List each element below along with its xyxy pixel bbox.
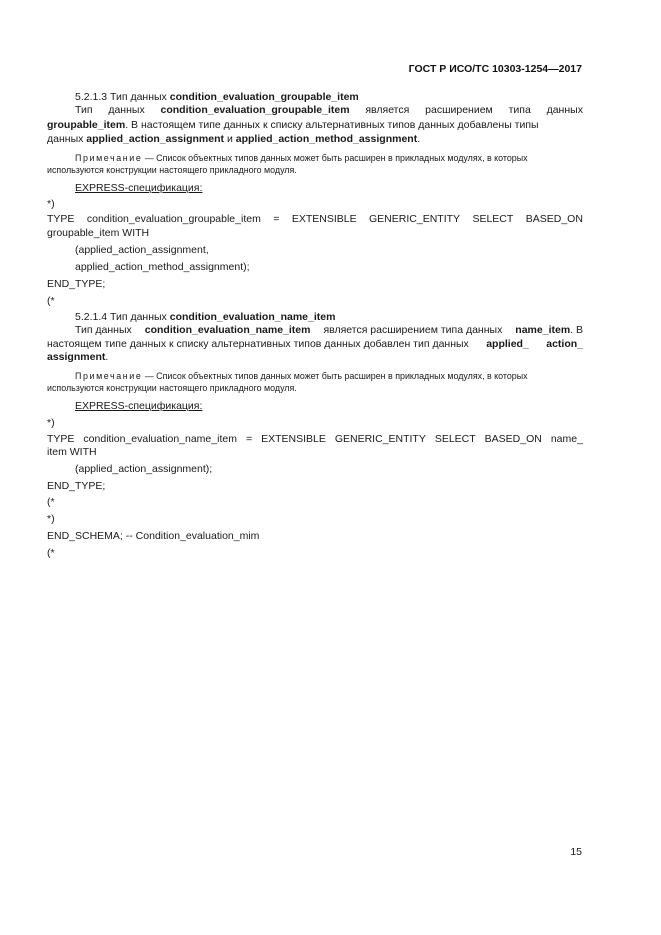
code-token: BASED_ON: [525, 213, 583, 225]
code-token: EXTENSIBLE: [261, 433, 326, 445]
type-name: assignment: [47, 351, 106, 363]
code-line: item WITH: [47, 446, 97, 458]
paragraph-text: настоящем типе данных к списку альтернативных типов данных добавлен тип данных: [47, 338, 469, 350]
code-token: TYPE: [47, 213, 75, 225]
note: [47, 382, 297, 395]
paragraph-line: [75, 104, 583, 117]
express-spec-label: EXPRESS-спецификация:: [75, 400, 203, 412]
code-token: BASED_ON: [484, 433, 542, 445]
code-line: *): [47, 198, 55, 210]
code-line: groupable_item WITH: [47, 227, 150, 239]
code-line: END_TYPE;: [47, 480, 106, 492]
paragraph-line: [47, 119, 539, 132]
note-label: Примечание: [75, 153, 143, 163]
code-line: applied_action_method_assignment);: [75, 261, 250, 273]
note-text: используются конструкции настоящего прикладного модуля.: [47, 165, 297, 175]
express-spec-label: EXPRESS-спецификация:: [75, 182, 203, 194]
type-name: applied_action_method_assignment: [235, 133, 418, 145]
word: данных: [108, 104, 145, 116]
express-label: [75, 400, 202, 413]
code-line: *): [47, 513, 55, 525]
code-token: SELECT: [472, 213, 514, 225]
type-name: name_item: [515, 324, 571, 336]
paragraph-text: . В: [570, 324, 583, 336]
word: Тип: [75, 104, 93, 116]
section-heading-5-2-1-3: [75, 91, 359, 104]
code-line: (*: [47, 295, 55, 307]
code-line: (applied_action_assignment,: [75, 244, 209, 256]
word: данных: [546, 104, 583, 116]
note-label: Примечание: [75, 371, 143, 381]
code-token: EXTENSIBLE: [291, 213, 357, 225]
code-token: GENERIC_ENTITY: [334, 433, 426, 445]
heading-type-name: condition_evaluation_name_item: [169, 311, 336, 323]
code-token: SELECT: [434, 433, 476, 445]
paragraph-text: и: [226, 133, 233, 145]
page-number: 15: [570, 846, 582, 858]
code-token: GENERIC_ENTITY: [369, 213, 461, 225]
code-line: (applied_action_assignment);: [75, 463, 213, 475]
code-token: condition_evaluation_name_item: [83, 433, 237, 445]
note-text: — Список объектных типов данных может быть расширен в прикладных модулях, в которых: [142, 371, 528, 381]
punctuation: .: [417, 133, 421, 145]
code-line: (*: [47, 547, 55, 559]
type-name: groupable_item: [47, 119, 126, 131]
code-line: (*: [47, 496, 55, 508]
code-line: [47, 433, 583, 446]
type-name: condition_evaluation_groupable_item: [160, 104, 350, 116]
paragraph-text: является расширением типа данных: [323, 324, 503, 336]
heading-type-name: condition_evaluation_groupable_item: [169, 91, 359, 103]
code-token: =: [273, 213, 280, 225]
code-token: =: [245, 433, 253, 445]
heading-prefix: 5.2.1.4 Тип данных: [75, 311, 167, 323]
paragraph-text: данных: [47, 133, 84, 145]
document-header: ГОСТ Р ИСО/ТС 10303-1254—2017: [408, 63, 582, 75]
punctuation: .: [105, 351, 109, 363]
type-name: applied_: [486, 338, 529, 350]
note-text: — Список объектных типов данных может быть расширен в прикладных модулях, в которых: [142, 153, 528, 163]
paragraph-line: [47, 338, 583, 351]
code-line: [47, 213, 583, 226]
type-name: condition_evaluation_name_item: [144, 324, 311, 336]
type-name: action_: [546, 338, 583, 350]
code-token: name_: [550, 433, 583, 445]
word: расширением: [425, 104, 493, 116]
code-line: *): [47, 417, 55, 429]
code-token: TYPE: [47, 433, 75, 445]
paragraph-text: . В настоящем типе данных к списку альтернативных типов данных добавлены типы: [125, 119, 539, 131]
code-token: condition_evaluation_groupable_item: [86, 213, 261, 225]
paragraph-line: [75, 324, 583, 337]
heading-prefix: 5.2.1.3 Тип данных: [75, 91, 167, 103]
paragraph-line: [47, 351, 108, 364]
note: [47, 164, 297, 177]
type-name: applied_action_assignment: [86, 133, 225, 145]
note-text: используются конструкции настоящего прикладного модуля.: [47, 383, 297, 393]
word: является: [365, 104, 410, 116]
paragraph-text: Тип данных: [75, 324, 132, 336]
section-heading-5-2-1-4: [75, 311, 335, 324]
paragraph-line: [47, 133, 420, 146]
express-label: [75, 182, 202, 195]
code-line: END_TYPE;: [47, 278, 106, 290]
code-line: END_SCHEMA; -- Condition_evaluation_mim: [47, 530, 260, 542]
word: типа: [508, 104, 531, 116]
